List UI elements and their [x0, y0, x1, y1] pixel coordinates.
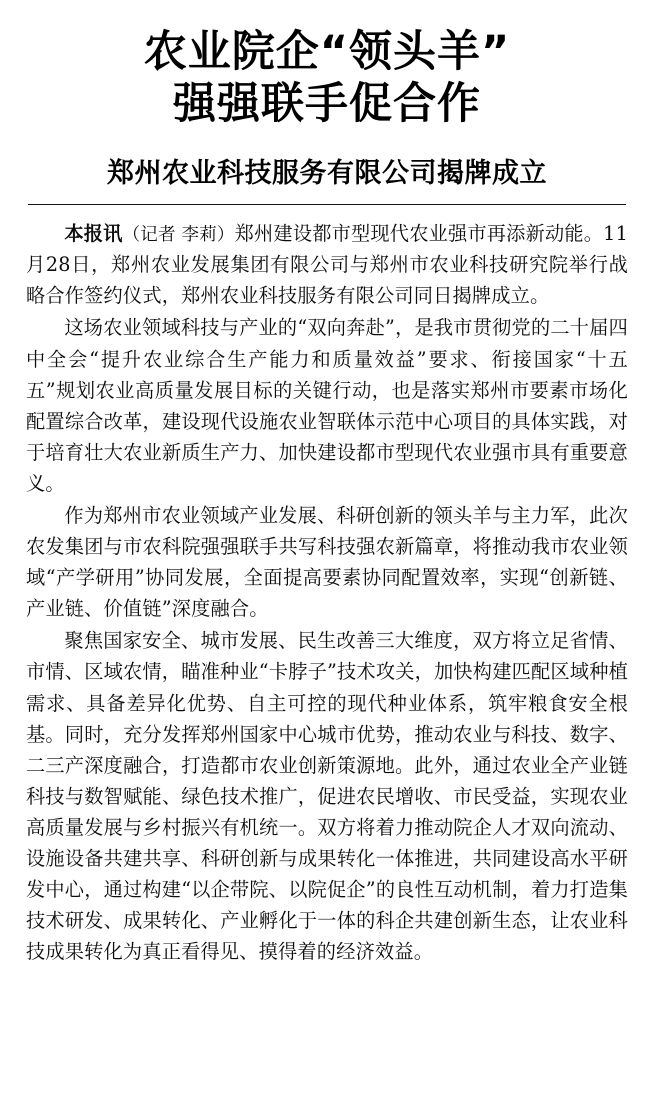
- paragraph-3: 作为郑州市农业领域产业发展、科研创新的领头羊与主力军，此次农发集团与市农科院强强联手共写科技强农新篇章，将推动我市农业领域“产学研用”协同发展，全面提高要素协同配置效率，实现“创新链、产业链、价值链”深度融合。: [26, 504, 628, 621]
- headline-line-2: 强强联手促合作: [173, 79, 481, 130]
- article-body: [26, 218, 628, 968]
- paragraph-4: 聚焦国家安全、城市发展、民生改善三大维度，双方将立足省情、市情、区域农情，瞄准种业“卡脖子”技术攻关，加快构建匹配区域种植需求、具备差异化优势、自主可控的现代种业体系，筑牢粮食安全根基。同时，充分发挥郑州国家中心城市优势，推动农业与科技、数字、二三产深度融合，打造都市农业创新策源地。此外，通过农业全产业链科技与数智赋能、绿色技术推广，促进农民增收、市民受益，实现农业高质量发展与乡村振兴有机统一。双方将着力推动院企人才双向流动、设施设备共建共享、科研创新与成果转化一体推进，共同建设高水平研发中心，通过构建“以企带院、以院促企”的良性互动机制，着力打造集技术研发、成果转化、产业孵化于一体的科企共建创新生态，让农业科技成果转化为真正看得见、摸得着的经济效益。: [26, 629, 628, 964]
- headline-line-1: 农业院企“领头羊”: [143, 27, 511, 77]
- paragraph-1-text: 郑州建设都市型现代农业强市再添新动能。11月28日，郑州农业发展集团有限公司与郑州市农业科技研究院举行战略合作签约仪式，郑州农业科技服务有限公司同日揭牌成立。: [26, 221, 628, 308]
- lead-label: 本报讯: [64, 221, 123, 245]
- divider: [28, 204, 626, 205]
- byline: （记者 李莉）: [122, 224, 235, 245]
- subheadline: 郑州农业科技服务有限公司揭牌成立: [107, 157, 547, 189]
- page-title: [26, 26, 628, 131]
- paragraph-1: [26, 218, 628, 312]
- paragraph-2: 这场农业领域科技与产业的“双向奔赴”，是我市贯彻党的二十届四中全会“提升农业综合生产能力和质量效益”要求、衔接国家“十五五”规划农业高质量发展目标的关键行动，也是落实郑州市要素市场化配置综合改革，建设现代设施农业智联体示范中心项目的具体实践，对于培育壮大农业新质生产力、加快建设都市型现代农业强市具有重要意义。: [26, 316, 628, 495]
